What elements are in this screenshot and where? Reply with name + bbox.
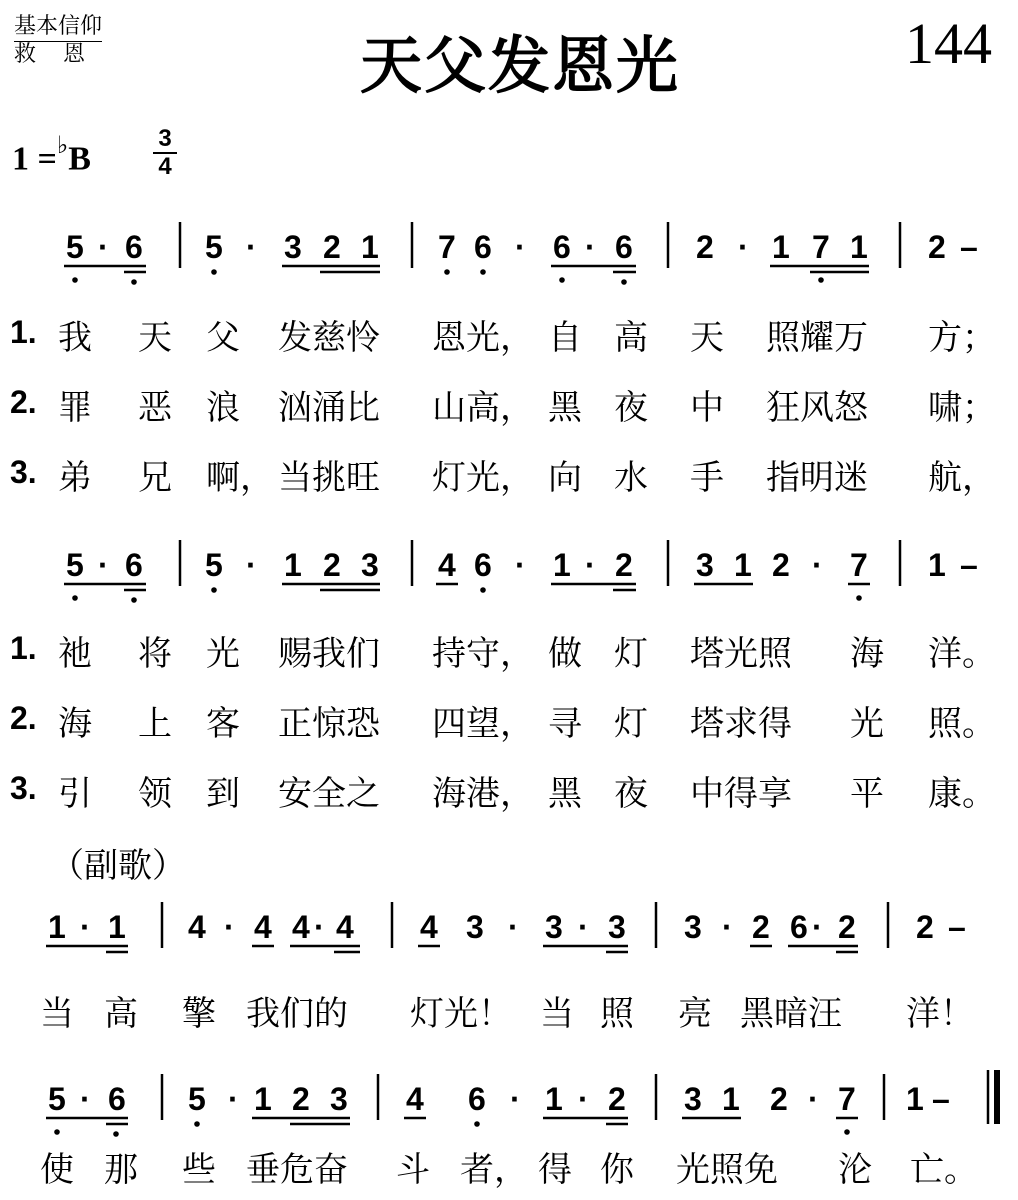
lyric-word: 塔光照 bbox=[690, 634, 792, 674]
lyric-word: 照 bbox=[600, 994, 634, 1034]
verse-number: 3. bbox=[10, 454, 37, 490]
svg-text:·: · bbox=[246, 229, 257, 265]
lyric-word: 发慈怜 bbox=[278, 318, 380, 358]
lyric-word: 灯光！ bbox=[410, 994, 512, 1034]
lyric-word: 天 bbox=[138, 318, 172, 358]
lyric-word: 黑 bbox=[548, 388, 582, 428]
svg-text:1: 1 bbox=[850, 229, 868, 265]
svg-text:2: 2 bbox=[615, 547, 633, 583]
lyric-word: 当 bbox=[540, 994, 574, 1034]
lyric-word: 洋。 bbox=[928, 634, 996, 674]
svg-text:4: 4 bbox=[336, 909, 354, 945]
lyric-word: 天 bbox=[690, 318, 724, 358]
lyric-word: 手 bbox=[690, 458, 724, 498]
lyric-word: 我 bbox=[58, 318, 92, 358]
svg-text:·: · bbox=[314, 909, 325, 945]
lyric-word: 那 bbox=[104, 1150, 138, 1190]
svg-text:2: 2 bbox=[928, 229, 946, 265]
svg-text:2: 2 bbox=[772, 547, 790, 583]
lyric-word: 做 bbox=[548, 634, 582, 674]
lyric-word: 祂 bbox=[58, 634, 92, 674]
lyric-word: 持守， bbox=[432, 634, 534, 674]
svg-text:–: – bbox=[960, 229, 978, 265]
svg-text:2: 2 bbox=[770, 1081, 788, 1117]
lyric-word: 照耀万 bbox=[766, 318, 868, 358]
svg-text:2: 2 bbox=[292, 1081, 310, 1117]
lyric-word: 海 bbox=[58, 704, 92, 744]
svg-text:–: – bbox=[932, 1081, 950, 1117]
lyric-word: 灯 bbox=[614, 704, 648, 744]
lyric-line bbox=[10, 696, 1000, 746]
svg-text:2: 2 bbox=[323, 229, 341, 265]
svg-text:4: 4 bbox=[188, 909, 206, 945]
lyric-word: 指明迷 bbox=[766, 458, 868, 498]
svg-text:1: 1 bbox=[545, 1081, 563, 1117]
svg-text:3: 3 bbox=[696, 547, 714, 583]
lyric-word: 四望， bbox=[432, 704, 534, 744]
hymn-title: 天父发恩光 bbox=[360, 29, 681, 102]
svg-text:3: 3 bbox=[684, 909, 702, 945]
svg-text:6: 6 bbox=[125, 547, 143, 583]
svg-text:3: 3 bbox=[608, 909, 626, 945]
flat-icon: ♭ bbox=[56, 133, 69, 159]
refrain-label: （副歌） bbox=[50, 846, 186, 886]
svg-text:2: 2 bbox=[323, 547, 341, 583]
svg-text:5: 5 bbox=[48, 1081, 66, 1117]
lyric-word: 自 bbox=[548, 318, 582, 358]
lyric-line bbox=[10, 450, 1000, 500]
svg-text:7: 7 bbox=[850, 547, 868, 583]
svg-text:·: · bbox=[808, 1081, 819, 1117]
lyric-word: 引 bbox=[58, 774, 92, 814]
svg-text:6: 6 bbox=[790, 909, 808, 945]
lyric-word: 塔求得 bbox=[690, 704, 792, 744]
svg-text:5: 5 bbox=[66, 229, 84, 265]
verse-number: 1. bbox=[10, 630, 37, 666]
svg-text:·: · bbox=[515, 547, 526, 583]
svg-text:6: 6 bbox=[615, 229, 633, 265]
lyric-word: 黑暗汪 bbox=[740, 994, 842, 1034]
svg-text:2: 2 bbox=[916, 909, 934, 945]
svg-text:·: · bbox=[578, 909, 589, 945]
svg-text:·: · bbox=[98, 547, 109, 583]
svg-text:7: 7 bbox=[438, 229, 456, 265]
svg-text:4: 4 bbox=[438, 547, 456, 583]
lyric-word: 夜 bbox=[614, 774, 648, 814]
svg-text:4: 4 bbox=[420, 909, 438, 945]
lyric-word: 亮 bbox=[678, 994, 712, 1034]
lyric-word: 兄 bbox=[138, 458, 172, 498]
svg-text:3: 3 bbox=[466, 909, 484, 945]
lyric-word: 使 bbox=[40, 1150, 74, 1190]
category-main: 基本信仰 bbox=[14, 14, 102, 42]
lyric-word: 平 bbox=[850, 774, 884, 814]
lyric-word: 当挑旺 bbox=[278, 458, 380, 498]
svg-text:6: 6 bbox=[474, 229, 492, 265]
lyric-word: 浪 bbox=[206, 388, 240, 428]
lyric-word: 者， bbox=[460, 1150, 528, 1190]
svg-text:·: · bbox=[738, 229, 749, 265]
lyric-word: 寻 bbox=[548, 704, 582, 744]
svg-text:3: 3 bbox=[284, 229, 302, 265]
svg-text:–: – bbox=[960, 547, 978, 583]
svg-text:·: · bbox=[224, 909, 235, 945]
lyric-word: 山高， bbox=[432, 388, 534, 428]
lyric-word: 光 bbox=[206, 634, 240, 674]
svg-text:·: · bbox=[812, 909, 823, 945]
verse-number: 2. bbox=[10, 700, 37, 736]
lyric-word: 高 bbox=[614, 318, 648, 358]
svg-text:·: · bbox=[585, 229, 596, 265]
svg-text:6: 6 bbox=[125, 229, 143, 265]
lyric-word: 你 bbox=[600, 1150, 634, 1190]
lyric-word: 水 bbox=[614, 458, 648, 498]
verse-number: 3. bbox=[10, 770, 37, 806]
svg-text:·: · bbox=[246, 547, 257, 583]
svg-text:4: 4 bbox=[292, 909, 310, 945]
lyric-word: 我们的 bbox=[246, 994, 348, 1034]
lyric-word: 得 bbox=[538, 1150, 572, 1190]
key-note: B bbox=[68, 140, 91, 178]
category-sub: 救恩 bbox=[14, 42, 113, 67]
lyric-word: 父 bbox=[206, 318, 240, 358]
svg-text:·: · bbox=[508, 909, 519, 945]
lyric-word: 亡。 bbox=[910, 1150, 978, 1190]
lyric-word: 向 bbox=[548, 458, 582, 498]
lyric-word: 海港， bbox=[432, 774, 534, 814]
svg-text:–: – bbox=[948, 909, 966, 945]
svg-text:1: 1 bbox=[772, 229, 790, 265]
lyric-word: 恶 bbox=[138, 388, 172, 428]
lyric-word: 夜 bbox=[614, 388, 648, 428]
svg-text:3: 3 bbox=[545, 909, 563, 945]
svg-text:1: 1 bbox=[284, 547, 302, 583]
lyric-line bbox=[10, 766, 1000, 816]
verse-number: 2. bbox=[10, 384, 37, 420]
key-prefix: 1 = bbox=[12, 140, 57, 178]
svg-text:1: 1 bbox=[254, 1081, 272, 1117]
lyric-word: 垂危奋 bbox=[246, 1150, 348, 1190]
svg-text:5: 5 bbox=[66, 547, 84, 583]
svg-text:·: · bbox=[80, 1081, 91, 1117]
svg-text:2: 2 bbox=[838, 909, 856, 945]
lyric-word: 照。 bbox=[928, 704, 996, 744]
svg-text:3: 3 bbox=[684, 1081, 702, 1117]
lyric-word: 斗 bbox=[396, 1150, 430, 1190]
svg-text:4: 4 bbox=[406, 1081, 424, 1117]
lyric-word: 领 bbox=[138, 774, 172, 814]
lyric-word: 客 bbox=[206, 704, 240, 744]
lyric-word: 赐我们 bbox=[278, 634, 380, 674]
svg-text:6: 6 bbox=[108, 1081, 126, 1117]
lyric-word: 上 bbox=[138, 704, 172, 744]
svg-text:1: 1 bbox=[361, 229, 379, 265]
svg-text:·: · bbox=[515, 229, 526, 265]
lyric-word: 到 bbox=[206, 774, 240, 814]
svg-text:·: · bbox=[812, 547, 823, 583]
svg-text:1: 1 bbox=[928, 547, 946, 583]
lyric-word: 中 bbox=[690, 388, 724, 428]
svg-text:·: · bbox=[578, 1081, 589, 1117]
svg-text:1: 1 bbox=[906, 1081, 924, 1117]
lyric-word: 光照免 bbox=[676, 1150, 778, 1190]
lyric-word: 方； bbox=[928, 318, 996, 358]
svg-text:7: 7 bbox=[838, 1081, 856, 1117]
svg-text:5: 5 bbox=[188, 1081, 206, 1117]
svg-text:2: 2 bbox=[696, 229, 714, 265]
svg-text:5: 5 bbox=[205, 229, 223, 265]
lyric-word: 些 bbox=[182, 1150, 216, 1190]
lyric-word: 海 bbox=[850, 634, 884, 674]
lyric-word: 将 bbox=[138, 634, 172, 674]
lyric-word: 灯光， bbox=[432, 458, 534, 498]
svg-text:6: 6 bbox=[468, 1081, 486, 1117]
svg-text:2: 2 bbox=[752, 909, 770, 945]
refrain-lyric-line bbox=[0, 1142, 1000, 1192]
lyric-word: 当 bbox=[40, 994, 74, 1034]
refrain-lyric-line bbox=[0, 986, 1000, 1036]
lyric-word: 康。 bbox=[928, 774, 996, 814]
lyric-word: 啊， bbox=[206, 458, 274, 498]
svg-text:6: 6 bbox=[553, 229, 571, 265]
lyric-word: 安全之 bbox=[278, 774, 380, 814]
svg-text:2: 2 bbox=[608, 1081, 626, 1117]
svg-text:5: 5 bbox=[205, 547, 223, 583]
lyric-line bbox=[10, 626, 1000, 676]
lyric-word: 正惊恐 bbox=[278, 704, 380, 744]
svg-text:1: 1 bbox=[48, 909, 66, 945]
time-numerator: 3 bbox=[153, 126, 177, 154]
lyric-word: 高 bbox=[104, 994, 138, 1034]
lyric-word: 灯 bbox=[614, 634, 648, 674]
verse-number: 1. bbox=[10, 314, 37, 350]
svg-text:1: 1 bbox=[553, 547, 571, 583]
lyric-word: 洋！ bbox=[906, 994, 974, 1034]
lyric-word: 狂风怒 bbox=[766, 388, 868, 428]
lyric-line bbox=[10, 310, 1000, 360]
svg-text:1: 1 bbox=[722, 1081, 740, 1117]
svg-text:3: 3 bbox=[361, 547, 379, 583]
lyric-word: 恩光， bbox=[432, 318, 534, 358]
svg-text:·: · bbox=[228, 1081, 239, 1117]
lyric-word: 罪 bbox=[58, 388, 92, 428]
svg-text:1: 1 bbox=[108, 909, 126, 945]
time-denominator: 4 bbox=[158, 153, 172, 180]
lyric-word: 黑 bbox=[548, 774, 582, 814]
lyric-word: 光 bbox=[850, 704, 884, 744]
lyric-word: 中得享 bbox=[690, 774, 792, 814]
svg-text:·: · bbox=[510, 1081, 521, 1117]
svg-text:1: 1 bbox=[734, 547, 752, 583]
lyric-word: 航， bbox=[928, 458, 996, 498]
svg-text:4: 4 bbox=[254, 909, 272, 945]
svg-text:6: 6 bbox=[474, 547, 492, 583]
lyric-word: 沦 bbox=[838, 1150, 872, 1190]
lyric-word: 擎 bbox=[182, 994, 216, 1034]
svg-text:·: · bbox=[80, 909, 91, 945]
lyric-word: 弟 bbox=[58, 458, 92, 498]
svg-text:3: 3 bbox=[330, 1081, 348, 1117]
svg-text:·: · bbox=[585, 547, 596, 583]
lyric-line bbox=[10, 380, 1000, 430]
svg-text:7: 7 bbox=[812, 229, 830, 265]
lyric-word: 啸； bbox=[928, 388, 996, 428]
lyric-word: 汹涌比 bbox=[278, 388, 380, 428]
svg-text:·: · bbox=[98, 229, 109, 265]
hymn-number: 144 bbox=[905, 11, 992, 76]
svg-text:·: · bbox=[722, 909, 733, 945]
